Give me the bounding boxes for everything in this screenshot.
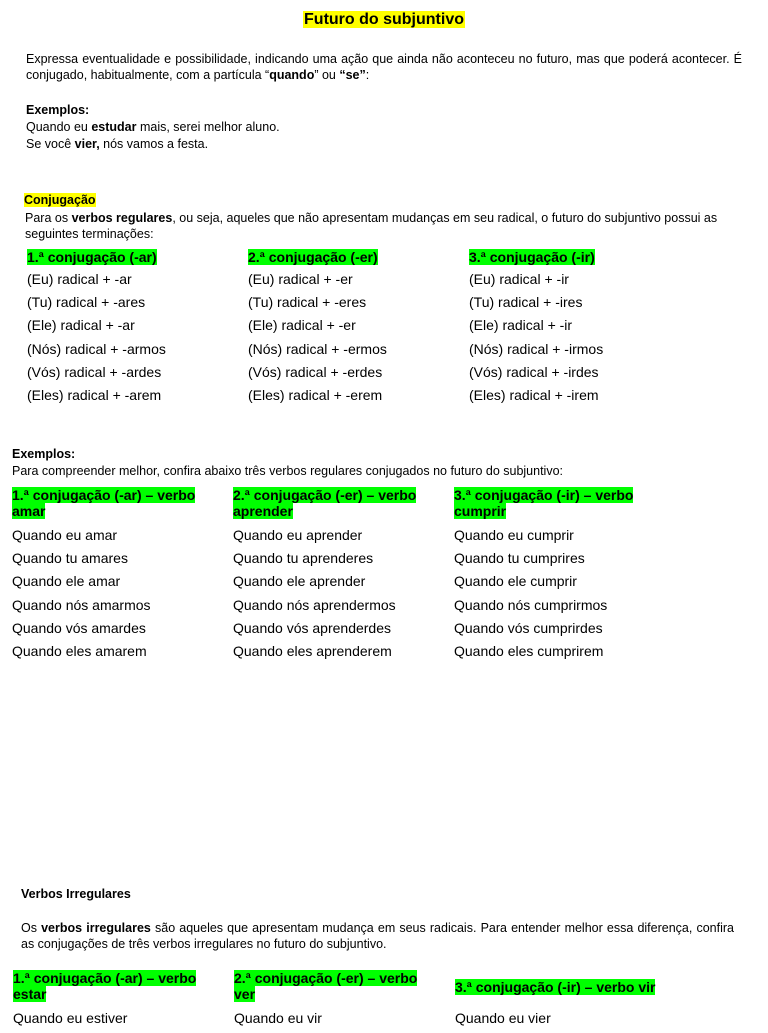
column-header: 2.ª conjugação (-er) [248,249,378,265]
list-item: Quando eles amarem [12,642,147,659]
terminacoes-column-ir [469,249,679,410]
list-item: Quando eu vir [234,1010,322,1026]
list-item: (Nós) radical + -armos [27,340,166,357]
list-item: (Tu) radical + -ires [469,294,583,311]
list-item: Quando nós amarmos [12,596,151,613]
column-header: 1.ª conjugação (-ar) – verbo amar [12,487,196,519]
list-item: Quando eu amar [12,527,118,543]
conjugacao-paragraph: Para os verbos regulares, ou seja, aqueles que não apresentam mudanças em seu radical, o futuro do subjuntivo possui as seguintes terminações: [25,211,718,241]
examples-heading: Exemplos: [26,103,90,117]
section-heading-irregulares: Verbos Irregulares [21,887,131,901]
section-heading-conjugacao: Conjugação [24,193,96,207]
list-item: (Eu) radical + -ar [27,271,132,287]
list-item: Quando ele aprender [233,573,366,590]
column-header: 1.ª conjugação (-ar) [27,249,157,265]
list-item: (Tu) radical + -eres [248,294,367,311]
list-item: (Eu) radical + -ir [469,271,569,287]
page-title: Futuro do subjuntivo [304,11,464,28]
list-item: (Ele) radical + -ar [27,317,135,334]
list-item: (Eles) radical + -erem [248,386,383,403]
column-header: 1.ª conjugação (-ar) – verbo estar [13,970,197,1002]
list-item: Quando tu amares [12,550,128,567]
list-item: Quando eles cumprirem [454,642,604,659]
list-item: Quando eles aprenderem [233,642,392,659]
list-item: Quando ele amar [12,573,121,590]
intro-paragraph: Expressa eventualidade e possibilidade, indicando uma ação que ainda não aconteceu no futuro, mas que poderá acontecer. É conjugado, habitualmente, com a partícula “quando” ou “se”: [26,52,742,82]
terminacoes-column-ar [27,249,237,410]
irregulares-paragraph: Os verbos irregulares são aqueles que apresentam mudança em seus radicais. Para entender melhor essa diferença, confira as conjugações de três verbos irregulares no futuro do subjuntivo. [21,921,734,951]
column-header: 3.ª conjugação (-ir) – verbo vir [455,979,656,995]
list-item: (Tu) radical + -ares [27,294,146,311]
list-item: Quando tu cumprires [454,550,585,567]
example-column-amar [12,487,212,666]
list-item: (Vós) radical + -ardes [27,363,162,380]
list-item: (Ele) radical + -ir [469,317,573,334]
list-item: Quando eu vier [455,1010,551,1026]
column-header: 3.ª conjugação (-ir) – verbo cumprir [454,487,634,519]
examples-heading: Exemplos: [12,447,76,461]
list-item: (Eles) radical + -arem [27,386,162,403]
examples-paragraph: Para compreender melhor, confira abaixo três verbos regulares conjugados no futuro do subjuntivo: [12,464,564,478]
list-item: (Ele) radical + -er [248,317,356,334]
list-item: (Nós) radical + -ermos [248,340,387,357]
list-item: Quando vós aprenderdes [233,619,391,636]
list-item: Quando eu aprender [233,527,363,543]
list-item: Quando vós cumprirdes [454,619,603,636]
column-header: 3.ª conjugação (-ir) [469,249,595,265]
list-item: (Vós) radical + -erdes [248,363,383,380]
terminacoes-column-er [248,249,458,410]
example-column-aprender [233,487,433,666]
list-item: Quando nós aprendermos [233,596,396,613]
example-line: Se você vier, nós vamos a festa. [26,137,209,151]
list-item: (Eu) radical + -er [248,271,353,287]
list-item: Quando tu aprenderes [233,550,374,567]
list-item: (Nós) radical + -irmos [469,340,604,357]
list-item: (Vós) radical + -irdes [469,363,599,380]
column-header: 2.ª conjugação (-er) – verbo ver [234,970,418,1002]
example-column-cumprir [454,487,654,666]
list-item: Quando eu estiver [13,1010,128,1026]
list-item: Quando eu cumprir [454,527,574,543]
list-item: Quando ele cumprir [454,573,577,590]
column-header: 2.ª conjugação (-er) – verbo aprender [233,487,417,519]
list-item: Quando nós cumprirmos [454,596,608,613]
example-line: Quando eu estudar mais, serei melhor aluno. [26,120,280,134]
list-item: (Eles) radical + -irem [469,386,599,403]
list-item: Quando vós amardes [12,619,146,636]
